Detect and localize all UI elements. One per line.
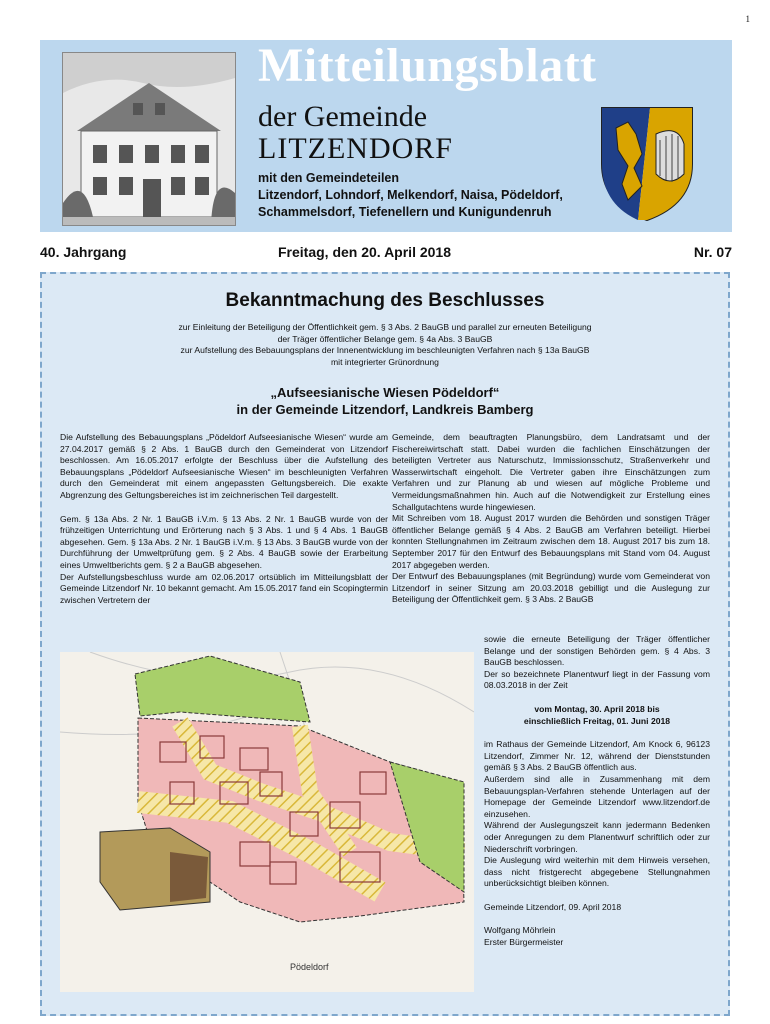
issue-info-bar <box>40 244 732 264</box>
coat-of-arms-icon <box>598 104 696 224</box>
volume-label: 40. Jahrgang <box>40 244 127 260</box>
project-title: „Aufseesianische Wiesen Pödeldorf“ in der Gemeinde Litzendorf, Landkreis Bamberg <box>236 385 534 417</box>
municipality-name: LITZENDORF <box>258 132 453 165</box>
paragraph: Der Aufstellungsbeschluss wurde am 02.06.2017 ortsüblich im Mitteilungsblatt der Gemeinde Litzendorf Nr. 10 bekannt gemacht. Am 15.05.2017 fand ein Scopingtermin zwischen Vertretern der <box>60 571 388 605</box>
page-number: 1 <box>745 14 750 24</box>
place-date: Gemeinde Litzendorf, 09. April 2018 <box>484 901 622 912</box>
map-place-label: Pödeldorf <box>290 962 329 972</box>
town-hall-photo <box>62 52 236 226</box>
notice-intro: zur Einleitung der Beteiligung der Öffentlichkeit gem. § 3 Abs. 2 BauGB und parallel zur erneuten Beteiligung der Träger öffentlicher Belange gem. § 4a Abs. 3 BauGB zur Aufstellung des Bebauungsplans der Innenentwicklung im beschleunigten Verfahren nach § 13a BauGB mit integrierter Grünordnung <box>178 322 592 367</box>
issue-number: Nr. 07 <box>693 244 732 260</box>
display-period-end: einschließlich Freitag, 01. Juni 2018 <box>523 715 671 726</box>
newsletter-subtitle: der Gemeinde <box>258 100 428 133</box>
display-period: vom Montag, 30. April 2018 bis <box>534 703 660 714</box>
paragraph: Außerdem sind alle in Zusammenhang mit dem Bebauungsplan-Verfahren stehende Unterlagen auf der Homepage der Gemeinde Litzendorf www.litzendorf.de einzusehen. <box>484 773 710 819</box>
text-column-left <box>60 432 388 606</box>
paragraph: Die Auslegung wird weiterhin mit dem Hinweis versehen, dass nicht fristgerecht abgegebene Stellungnahmen unberücksichtigt bleiben können. <box>484 855 710 889</box>
paragraph: Mit Schreiben vom 18. August 2017 wurden die Behörden und sonstigen Träger öffentlicher Belange gemäß § 4 Abs. 2 BauGB am Verfahren beteiligt. Hierbei konnten Stellungnahmen im Zeitraum zwischen dem 18. August 2017 bis zum 18. September 2017 für den Entwurf des Bebauungsplans mit Stand vom 04. August 2017 abgegeben werden. <box>392 513 710 570</box>
paragraph: sowie die erneute Beteiligung der Träger öffentlicher Belange und der sonstigen Behörden gem. § 4 Abs. 3 BauGB beschlossen. <box>484 634 710 668</box>
notice-headline: Bekanntmachung des Beschlusses <box>225 290 545 311</box>
paragraph: Während der Auslegungszeit kann jedermann Bedenken oder Anregungen zu dem Planentwurf schriftlich oder zur Niederschrift vorbringen. <box>484 820 710 854</box>
paragraph: im Rathaus der Gemeinde Litzendorf, Am Knock 6, 96123 Litzendorf, Zimmer Nr. 12, während der Dienststunden gemäß § 3 Abs. 2 BauGB öffentlich aus. <box>484 739 710 773</box>
paragraph: Der Entwurf des Bebauungsplanes (mit Begründung) wurde vom Gemeinderat von Litzendorf in seiner Sitzung am 20.03.2018 gebilligt und die Auslegung zur Beteiligung der Öffentlichkeit gem. § 3 Abs. 2 BauGB <box>392 571 710 605</box>
issue-date: Freitag, den 20. April 2018 <box>278 244 451 260</box>
signer-name: Wolfgang Möhrlein <box>484 925 556 936</box>
paragraph: Die Aufstellung des Bebauungsplans „Pödeldorf Aufseesianische Wiesen“ wurde am 27.04.2017 gemäß § 2 Abs. 1 BauGB durch den Gemeinderat von Litzendorf beschlossen. Am 16.05.2017 erfolgte der Beschluss über die Aufstellung des Bebauungsplans „Pödeldorf Aufseesianische Wiesen“ im beschleunigten Verfahren durch den Gemeinderat mit einem angepassten Geltungsbereich. Die exakte Abgrenzung des Geltungsbereiches ist im zeichnerischen Teil dargestellt. <box>60 432 388 500</box>
paragraph: Gem. § 13a Abs. 2 Nr. 1 BauGB i.V.m. § 13 Abs. 2 Nr. 1 BauGB wurde von der frühzeitigen Unterrichtung und Erörterung nach § 3 Abs. 1 und § 4 Abs. 1 BauGB abgesehen. Gem. § 13a Abs. 2 Nr. 1 BauGB i.V.m. § 13 Abs. 3 BauGB wurde von der Durchführung der Umweltprüfung gem. § 2 Abs. 4 BauGB sowie der Erarbeitung eines Umweltberichts gem. § 2 a BauGB abgesehen. <box>60 513 388 570</box>
signer-title: Erster Bürgermeister <box>484 937 564 948</box>
paragraph: Der so bezeichnete Planentwurf liegt in der Fassung vom 08.03.2018 in der Zeit <box>484 668 710 691</box>
text-column-continued <box>484 634 710 949</box>
development-plan-map <box>60 652 474 992</box>
newsletter-title: Mitteilungsblatt <box>258 39 597 92</box>
text-column-right <box>392 432 710 606</box>
district-list: mit den Gemeindeteilen Litzendorf, Lohndorf, Melkendorf, Naisa, Pödeldorf, Schammelsdorf, Tiefenellern und Kunigundenruh <box>258 171 563 219</box>
paragraph: Gemeinde, dem beauftragten Planungsbüro, dem Landratsamt und der Fischereiwirtschaft statt. Dabei wurden die fachlichen Einschätzungen der beteiligten Vertreter aus Naturschutz, Immissionsschutz, Straßenverkehr und Wasserwirtschaft eingeholt. Die Vertreter gaben ihre Einschätzungen zum Verfahren und zur Planung ab und wiesen auf mögliche Probleme und Vermeidungsmaßnahmen hin. Auch auf die Notwendigkeit zur Erstellung eines Schallgutachtens wurde hingewiesen. <box>392 432 710 512</box>
